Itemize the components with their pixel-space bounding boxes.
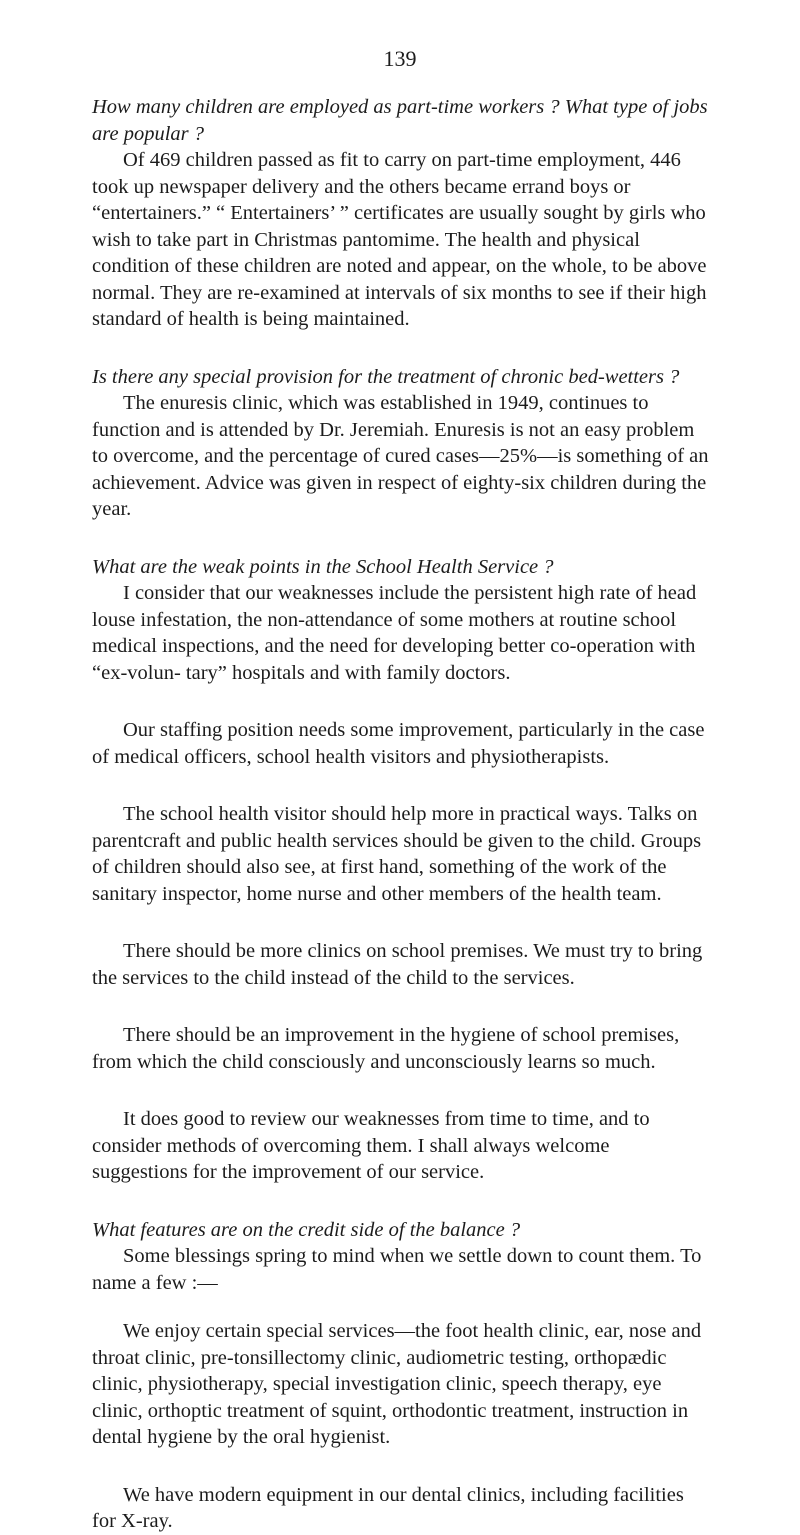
paragraph-staffing: Our staffing position needs some improvement, particularly in the case of medical officers, school health visitors and physiotherapists. [92,719,705,768]
paragraph-review-weaknesses: It does good to review our weaknesses from time to time, and to consider methods of overcoming them. I shall always welcome suggestions for the improvement of our service. [92,1108,650,1183]
paragraph-dental-equipment: We have modern equipment in our dental clinics, including facilities for X-ray. [92,1483,684,1532]
section-heading-part-time-workers: How many children are employed as part-time workers ? What type of jobs are popular ? [92,96,708,145]
page-number: 139 [383,46,417,71]
section-heading-credit-side: What features are on the credit side of the balance ? [92,1218,521,1241]
paragraph-weaknesses: I consider that our weaknesses include the persistent high rate of head louse infestation, the non-attendance of some mothers at routine school medical inspections, and the need for developing better co-operation with “ex-volun- tary” hospitals and with family doctors. [92,582,697,684]
paragraph-enuresis-clinic: The enuresis clinic, which was established in 1949, continues to function and is attended by Dr. Jeremiah. Enuresis is not an easy problem to overcome, and the percentage of cured cases—25%—is something of an achievement. Advice was given in respect of eighty-six children during the year. [92,392,709,520]
paragraph-part-time-employment: Of 469 children passed as fit to carry on part-time employment, 446 took up newspaper delivery and the others became errand boys or “entertainers.” “ Entertainers’ ” certificates are usually sought by girls who wish to take part in Christmas pantomime. The health and physical condition of these children are noted and appear, on the whole, to be above normal. They are re-examined at intervals of six months to see if their high standard of health is being maintained. [92,149,707,330]
section-heading-weak-points: What are the weak points in the School Health Service ? [92,555,554,578]
paragraph-special-services: We enjoy certain special services—the foot health clinic, ear, nose and throat clinic, pre-tonsillectomy clinic, audiometric testing, orthopædic clinic, physiotherapy, special investigation clinic, speech therapy, eye clinic, orthoptic treatment of squint, orthodontic treatment, instruction in dental hygiene by the oral hygienist. [92,1320,702,1448]
document-body [92,94,710,1535]
paragraph-blessings: Some blessings spring to mind when we settle down to count them. To name a few :— [92,1245,702,1294]
paragraph-health-visitor: The school health visitor should help more in practical ways. Talks on parentcraft and public health services should be given to the child. Groups of children should also see, at first hand, something of the work of the sanitary inspector, home nurse and other members of the health team. [92,803,702,905]
paragraph-clinics-on-premises: There should be more clinics on school premises. We must try to bring the services to the child instead of the child to the services. [92,940,703,989]
section-heading-bed-wetters: Is there any special provision for the treatment of chronic bed-wetters ? [92,365,680,388]
paragraph-hygiene: There should be an improvement in the hygiene of school premises, from which the child consciously and unconsciously learns so much. [92,1024,680,1073]
